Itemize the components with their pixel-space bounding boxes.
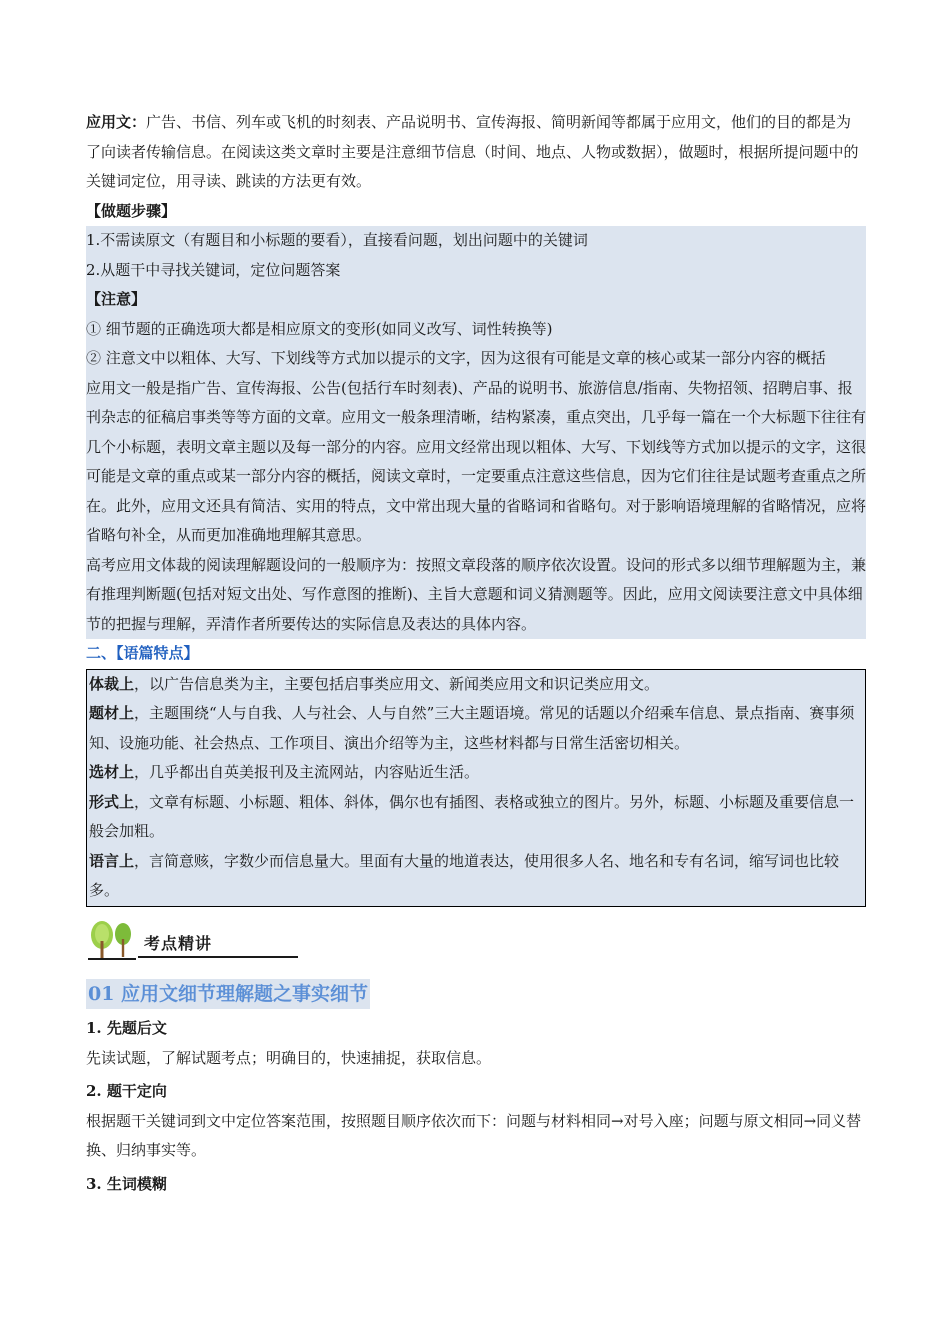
steps-block [86, 226, 866, 285]
feature-row [89, 670, 863, 700]
feature-text: ，言简意赅，字数少而信息量大。里面有大量的地道表达，使用很多人名、地名和专有名词，缩写词也比较多。 [89, 851, 840, 899]
notes-heading: 【注意】 [86, 290, 147, 308]
sub-title: 3. 生词模糊 [86, 1174, 167, 1193]
feature-row [89, 847, 863, 906]
step-item: 2.从题干中寻找关键词，定位问题答案 [86, 260, 341, 279]
kaodian-header [86, 919, 866, 965]
feature-label: 语言上 [89, 851, 135, 870]
note-item: ① 细节题的正确选项大都是相应原文的变形(如同义改写、词性转换等) [86, 319, 553, 338]
kaodian-title: 考点精讲 [144, 933, 213, 953]
notes-paragraph: 应用文一般是指广告、宣传海报、公告(包括行车时刻表)、产品的说明书、旅游信息/指南、失物招领、招聘启事、报刊杂志的征稿启事类等等方面的文章。应用文一般条理清晰，结构紧凑，重点突出，几乎每一篇在一个大标题下往往有几个小标题，表明文章主题以及每一部分的内容。应用文经常出现以粗体、大写、下划线等方式加以提示的文字，这很可能是文章的重点或某一部分内容的概括，阅读文章时，一定要重点注意这些信息，因为它们往往是试题考查重点之所在。此外，应用文还具有简洁、实用的特点，文中常出现大量的省略词和省略句。对于影响语境理解的省略情况，应将省略句补全，从而更加准确地理解其意思。 [86, 378, 867, 544]
part01-heading: 01 应用文细节理解题之事实细节 [86, 979, 370, 1009]
step-item: 1.不需读原文（有题目和小标题的要看），直接看问题，划出问题中的关键词 [86, 231, 588, 249]
features-box [86, 669, 866, 907]
sub-text: 先读试题，了解试题考点；明确目的，快速捕捉，获取信息。 [86, 1048, 492, 1067]
steps-heading: 【做题步骤】 [86, 201, 177, 220]
sub-title: 1. 先题后文 [86, 1019, 167, 1037]
feature-row [89, 788, 863, 847]
feature-label: 题材上 [89, 704, 135, 722]
note-item: ② 注意文中以粗体、大写、下划线等方式加以提示的文字，因为这很有可能是文章的核心或某一部分内容的概括 [86, 349, 826, 367]
notes-paragraph: 高考应用文体裁的阅读理解题设问的一般顺序为：按照文章段落的顺序依次设置。设问的形式多以细节理解题为主，兼有推理判断题(包括对短文出处、写作意图的推断)、主旨大意题和词义猜测题等。因此，应用文阅读要注意文中具体细节的把握与理解，弄清作者所要传达的实际信息及表达的具体内容。 [86, 555, 867, 633]
feature-text: ，文章有标题、小标题、粗体、斜体，偶尔也有插图、表格或独立的图片。另外，标题、小标题及重要信息一般会加粗。 [89, 792, 855, 840]
intro-label: 应用文： [86, 113, 147, 131]
feature-row [89, 699, 863, 758]
feature-label: 体裁上 [89, 674, 135, 693]
tree-icon [88, 919, 138, 961]
section2-heading: 二、【语篇特点】 [86, 644, 199, 662]
kaodian-underline [138, 956, 298, 958]
sub-text: 根据题干关键词到文中定位答案范围，按照题目顺序依次而下：问题与材料相同→对号入座；问题与原文相同→同义替换、归纳事实等。 [86, 1111, 862, 1159]
intro-text: 广告、书信、列车或飞机的时刻表、产品说明书、宣传海报、简明新闻等都属于应用文，他们的目的都是为了向读者传输信息。在阅读这类文章时主要是注意细节信息（时间、地点、人物或数据），做题时，根据所提问题中的关键词定位，用寻读、跳读的方法更有效。 [86, 113, 859, 190]
feature-row [89, 758, 863, 788]
feature-label: 选材上 [89, 763, 135, 781]
feature-text: ，主题围绕“人与自我、人与社会、人与自然”三大主题语境。常见的话题以介绍乘车信息、景点指南、赛事须知、设施功能、社会热点、工作项目、演出介绍等为主，这些材料都与日常生活密切相关。 [89, 704, 855, 752]
feature-label: 形式上 [89, 792, 135, 811]
feature-text: ，以广告信息类为主，主要包括启事类应用文、新闻类应用文和识记类应用文。 [134, 674, 660, 693]
feature-text: ，几乎都出自英美报刊及主流网站，内容贴近生活。 [134, 763, 480, 781]
notes-block [86, 285, 866, 639]
sub-title: 2. 题干定向 [86, 1082, 167, 1100]
document-page [86, 108, 866, 1199]
intro-paragraph [86, 108, 866, 197]
